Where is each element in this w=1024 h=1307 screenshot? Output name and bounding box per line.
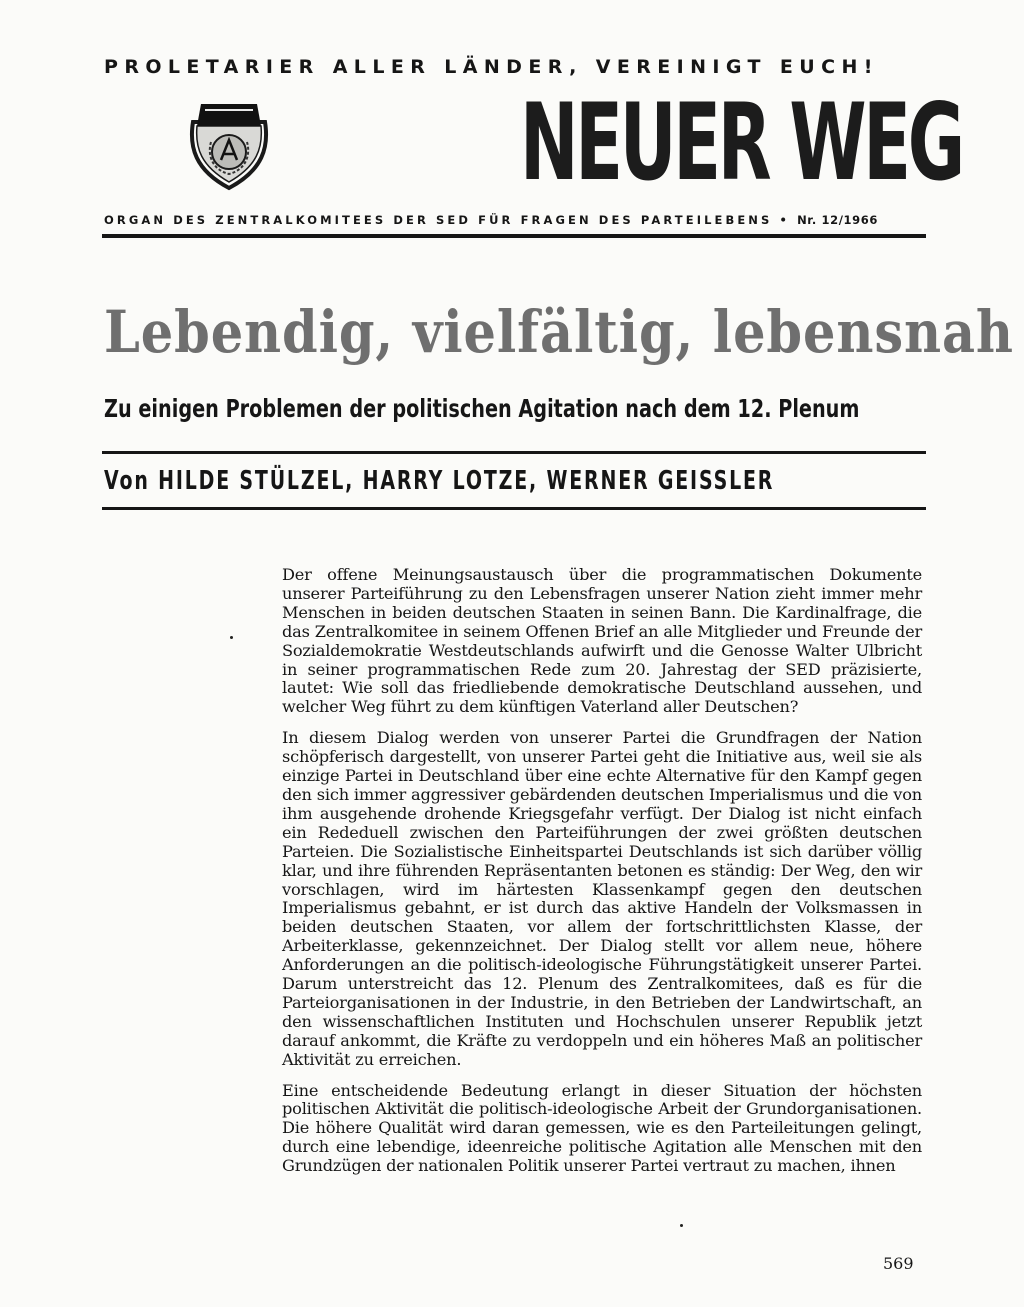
article-headline: Lebendig, vielfältig, lebensnah — [104, 298, 1014, 366]
paragraph: Eine entscheidende Bedeutung erlangt in dieser Situation der höchsten politischen Aktivität die politisch-ideologische Arbeit der Grundorganisationen. Die höhere Qualität wird daran gemessen, wie es den Parteileitungen gelingt, durch eine lebendige, ideenreiche politische Agitation alle Menschen mit den Grundzügen der nationalen Politik unserer Partei vertraut zu machen, ihnen — [282, 1080, 922, 1176]
article-subtitle: Zu einigen Problemen der politischen Agitation nach dem 12. Plenum — [104, 394, 860, 423]
bullet-separator: • — [779, 213, 798, 227]
organ-text: ORGAN DES ZENTRALKOMITEES DER SED FÜR FRAGEN DES PARTEILEBENS — [104, 213, 773, 227]
organ-line — [104, 213, 934, 227]
party-emblem-icon — [183, 92, 275, 192]
header-rule — [102, 234, 926, 238]
margin-dot — [680, 1224, 683, 1227]
page-number: 569 — [883, 1254, 914, 1273]
paragraph: In diesem Dialog werden von unserer Partei die Grundfragen der Nation schöpferisch dargestellt, von unserer Partei geht die Initiative aus, weil sie als einzige Partei in Deutschland über eine echte Alternative für den Kampf gegen den sich immer aggressiver gebärdenden deutschen Imperialismus und die von ihm ausgehende drohende Kriegsgefahr verfügt. Der Dialog ist nicht einfach ein Rededuell zwischen den Parteiführungen der zwei größten deutschen Parteien. Die Sozialistische Einheitspartei Deutschlands ist sich darüber völlig klar, und ihre führenden Repräsentanten betonen es ständig: Der Weg, den wir vorschlagen, wird im härtesten Klassenkampf gegen den deutschen Imperialismus gebahnt, er ist durch das aktive Handeln der Volksmassen in beiden deutschen Staaten, vor allem der fortschrittlichsten Klasse, der Arbeiterklasse, gekennzeichnet. Der Dialog stellt vor allem neue, höhere Anforderungen an die politisch-ideologische Führungstätigkeit unserer Partei. Darum unterstreicht das 12. Plenum des Zentralkomitees, daß es für die Parteiorganisationen in der Industrie, in den Betrieben der Landwirtschaft, an den wissenschaftlichen Instituten und Hochschulen unserer Republik jetzt darauf ankommt, die Kräfte zu verdoppeln und ein höheres Maß an politischer Aktivität zu erreichen. — [282, 728, 922, 1069]
masthead: NEUER WEG — [520, 81, 962, 204]
subtitle-rule — [102, 451, 926, 454]
article-authors: Von HILDE STÜLZEL, HARRY LOTZE, WERNER GEISSLER — [104, 466, 775, 496]
paragraph: Der offene Meinungsaustausch über die programmatischen Dokumente unserer Parteiführung zu den Lebensfragen unserer Nation zieht immer mehr Menschen in beiden deutschen Staaten in seinen Bann. Die Kardinalfrage, die das Zentralkomitee in seinem Offenen Brief an alle Mitglieder und Freunde der Sozialdemokratie Westdeutschlands aufwirft und die Genosse Walter Ulbricht in seiner programmatischen Rede zum 20. Jahrestag der SED präzisierte, lautet: Wie soll das friedliebende demokratische Deutschland aussehen, und welcher Weg führt zu dem künftigen Vaterland aller Deutschen? — [282, 565, 922, 717]
issue-number: Nr. 12/1966 — [797, 213, 878, 227]
article-body — [282, 566, 922, 1188]
authors-rule — [102, 507, 926, 510]
margin-dot — [230, 636, 233, 639]
motto: PROLETARIER ALLER LÄNDER, VEREINIGT EUCH! — [104, 56, 879, 78]
